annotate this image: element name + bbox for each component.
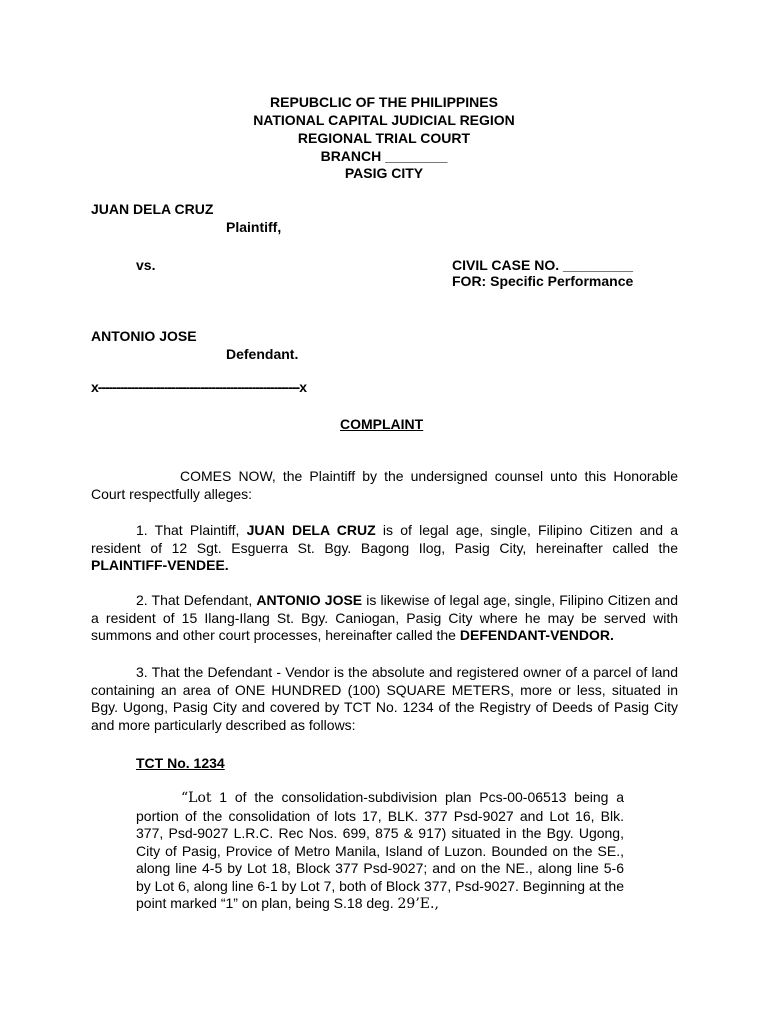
- p2-defendant-name: ANTONIO JOSE: [256, 592, 363, 608]
- p2-designation: DEFENDANT-VENDOR.: [459, 627, 614, 643]
- header-judicial-region: NATIONAL CAPITAL JUDICIAL REGION: [253, 112, 515, 128]
- p1-designation: PLAINTIFF-VENDEE.: [91, 557, 229, 573]
- p2-lead: 2. That Defendant,: [136, 592, 257, 608]
- case-nature: FOR: Specific Performance: [452, 273, 634, 289]
- quote-tail: 29’E.,: [397, 896, 439, 912]
- p1-plaintiff-name: JUAN DELA CRUZ: [246, 522, 376, 538]
- defendant-name: ANTONIO JOSE: [91, 328, 197, 344]
- versus-label: vs.: [136, 257, 156, 273]
- header-branch: BRANCH ________: [320, 148, 448, 164]
- allegation-paragraph-3: 3. That the Defendant - Vendor is the absolute and registered owner of a parcel of land containing an area of ONE HUNDRED (100) SQUARE METERS, more or less, situated in Bgy. Ugong, Pasig City and covered by TCT No. 1234 of the Registry of Deeds of Pasig City and more particularly described as follows:: [91, 664, 678, 733]
- civil-case-number: CIVIL CASE NO. _________: [452, 257, 634, 273]
- intro-paragraph: COMES NOW, the Plaintiff by the undersigned counsel unto this Honorable Court respectfully alleges:: [91, 468, 678, 502]
- caption-separator: x-------------------------------------------------------x: [91, 379, 306, 395]
- quote-opening: “Lot: [181, 790, 212, 806]
- header-city: PASIG CITY: [344, 165, 424, 181]
- p1-body: is of legal age, single, Filipino Citizen and a resident of 12 Sgt. Esguerra St. Bgy. Bagong Ilog, Pasig City, hereinafter called the: [91, 522, 678, 556]
- technical-description-quote: [136, 789, 624, 914]
- header-trial-court: REGIONAL TRIAL COURT: [297, 130, 471, 146]
- quote-body: 1 of the consolidation-subdivision plan Pcs-00-06513 being a portion of the consolidation of lots 17, BLK. 377 Psd-9027 and Lot 16, Blk. 377, Psd-9027 L.R.C. Rec Nos. 699, 875 & 917) situated in the Bgy. Ugong, City of Pasig, Provice of Metro Manila, Island of Luzon. Bounded on the SE., along line 4-5 by Lot 18, Block 377 Psd-9027; and on the NE., along line 5-6 by Lot 6, along line 6-1 by Lot 7, both of Block 377, Psd-9027. Beginning at the point marked “1” on plan, being S.18 deg.: [136, 789, 625, 911]
- plaintiff-role: Plaintiff,: [226, 219, 282, 235]
- document-title: COMPLAINT: [340, 416, 424, 432]
- plaintiff-name: JUAN DELA CRUZ: [91, 201, 214, 217]
- header-republic: REPUBCLIC OF THE PHILIPPINES: [270, 94, 498, 110]
- defendant-role: Defendant.: [226, 346, 299, 362]
- allegation-paragraph-2: [91, 592, 678, 645]
- p2-body: is likewise of legal age, single, Filipino Citizen and a resident of 15 Ilang-Ilang St. Bgy. Caniogan, Pasig City where he may be served with summons and other court processes, hereinafter called the: [91, 592, 679, 643]
- tct-heading: TCT No. 1234: [136, 755, 225, 771]
- p1-lead: 1. That Plaintiff,: [136, 522, 247, 538]
- allegation-paragraph-1: [91, 522, 678, 575]
